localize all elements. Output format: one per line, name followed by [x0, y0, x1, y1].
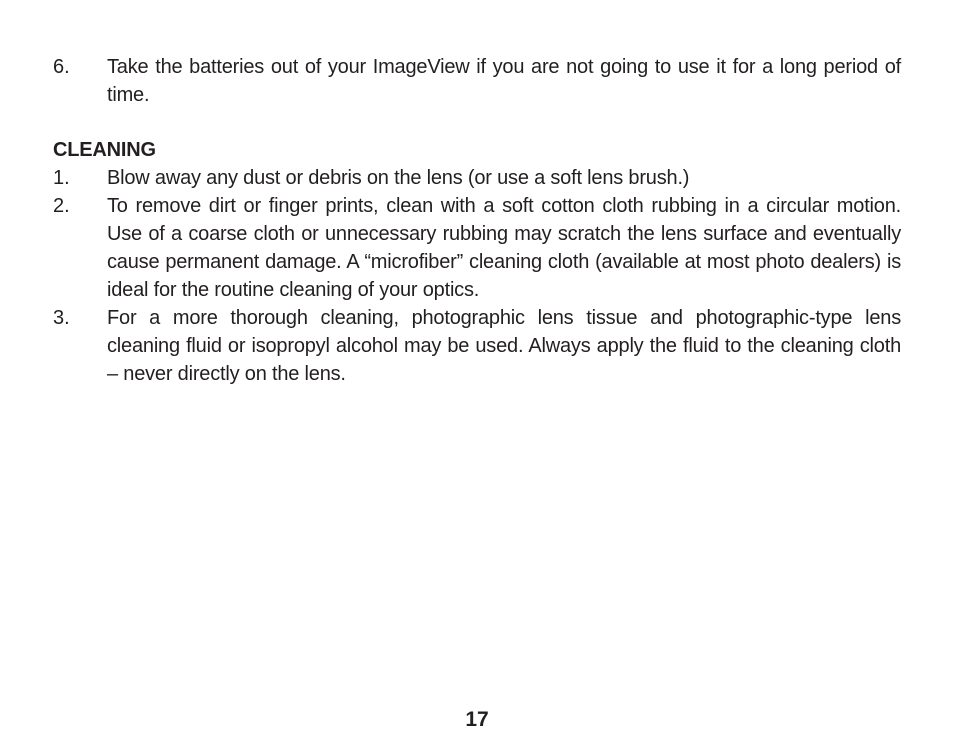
list-item-text: For a more thorough cleaning, photographic lens tissue and photographic-type lens cleaning fluid or isopropyl alcohol may be used. Always apply the fluid to the cleaning cloth – never directly on the lens. [107, 307, 901, 385]
list-item-text: Take the batteries out of your ImageView if you are not going to use it for a long period of time. [107, 56, 901, 106]
list-item-text: To remove dirt or finger prints, clean with a soft cotton cloth rubbing in a circular motion. Use of a coarse cloth or unnecessary rubbing may scratch the lens surface and eventually cause permanent damage. A “microfiber” cleaning cloth (available at most photo dealers) is ideal for the routine cleaning of your optics. [107, 195, 901, 301]
list-item-number: 3. [53, 307, 70, 329]
list-item-number: 2. [53, 195, 70, 217]
page-number: 17 [465, 708, 489, 731]
list-item-number: 1. [53, 167, 70, 189]
cleaning-item-2 [53, 192, 901, 304]
list-item-text: Blow away any dust or debris on the lens (or use a soft lens brush.) [107, 167, 690, 189]
section-heading-cleaning: CLEANING [53, 139, 156, 161]
list-item-number: 6. [53, 56, 70, 78]
cleaning-item-1 [53, 164, 901, 192]
cleaning-item-3 [53, 304, 901, 388]
list-item-6 [53, 53, 901, 109]
